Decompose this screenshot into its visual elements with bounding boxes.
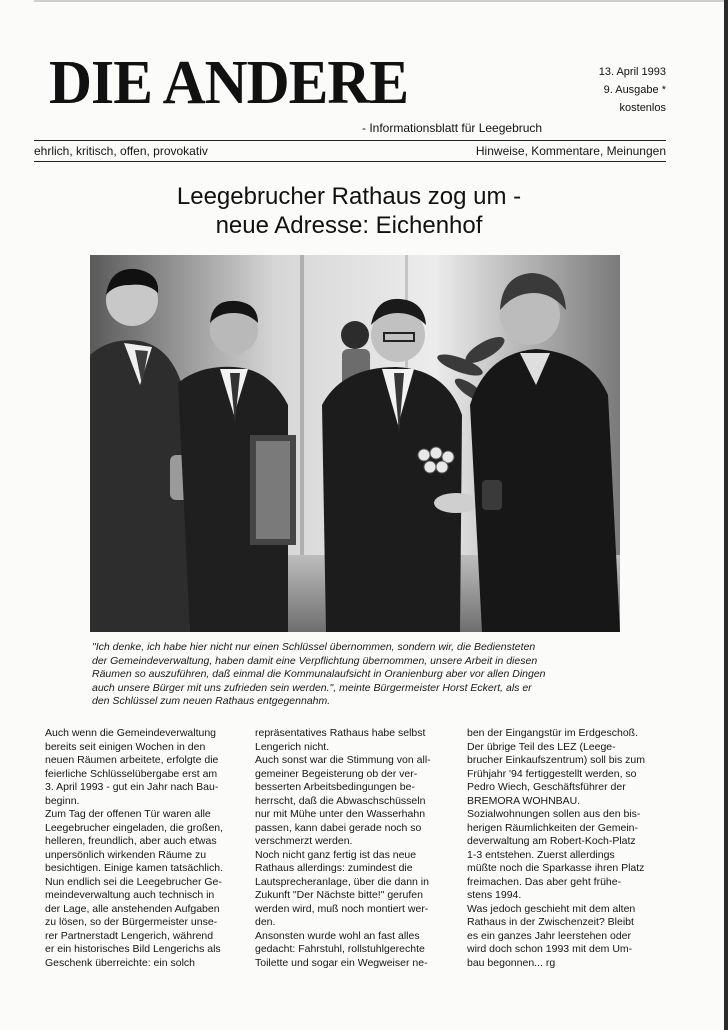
article-column-1 <box>45 727 245 970</box>
page-right-edge <box>724 0 728 1030</box>
text-line: stens 1994. <box>467 889 522 901</box>
text-line: Noch nicht ganz fertig ist das neue <box>255 848 417 861</box>
text-line: Lautsprecheranlage, über die dann in <box>255 875 429 888</box>
text-line: helleren, freundlich, aber auch etwas <box>45 835 217 847</box>
text-line: brucher Einkaufszentrum) soll bis zum <box>467 754 645 766</box>
text-line: wird doch schon 1993 mit dem Um- <box>467 943 633 955</box>
text-line: unpersönlich wirkenden Räume zu <box>45 848 207 861</box>
text-line: gemeiner Begeisterung ob der ver- <box>255 767 418 780</box>
text-line: passen, kann dabei gerade noch so <box>255 821 422 834</box>
issue-number: 9. Ausgabe * <box>603 84 666 96</box>
text-line: herrscht, daß die Abwaschschüsseln <box>255 794 426 807</box>
headline-line-1: Leegebrucher Rathaus zog um - <box>176 183 522 210</box>
text-line: Der übrige Teil des LEZ (Leege- <box>467 740 616 753</box>
issue-date: 13. April 1993 <box>598 66 666 78</box>
text-line: Pedro Wiech, Geschäftsführer der <box>467 781 626 793</box>
text-line: verschmerzt werden. <box>255 835 353 847</box>
headline <box>74 182 624 240</box>
text-line: bau begonnen... rg <box>467 956 556 969</box>
text-line: Auch wenn die Gemeindeverwaltung <box>45 727 217 739</box>
tagline-left: ehrlich, kritisch, offen, provokativ <box>34 144 208 158</box>
text-line: der Lage, alle anstehenden Aufgaben <box>45 902 220 915</box>
text-line: Rathaus in der Zwischenzeit? Bleibt <box>467 916 634 928</box>
caption-line: auch unsere Bürger mit uns zufrieden sein werden.", meinte Bürgermeister Horst Eckert, als er <box>92 681 532 694</box>
masthead-title: DIE ANDERE <box>49 49 409 117</box>
caption-line: "Ich denke, ich habe hier nicht nur einen Schlüssel übernommen, sondern wir, die Bediensteten <box>92 641 536 653</box>
text-line: bereits seit einigen Wochen in den <box>45 740 206 753</box>
text-line: herigen Räumlichkeiten der Gemein- <box>467 821 638 834</box>
text-line: 1-3 entstehen. Zuerst allerdings <box>467 848 615 861</box>
text-line: BREMORA WOHNBAU. <box>467 794 581 807</box>
text-line: gedacht: Fahrstuhl, rollstuhlgerechte <box>255 943 425 955</box>
text-line: den. <box>255 916 276 928</box>
text-line: beginn. <box>45 794 80 807</box>
text-line: feierliche Schlüsselübergabe erst am <box>45 767 218 780</box>
text-line: Zukunft "Der Nächste bitte!" gerufen <box>255 889 423 901</box>
text-line: Toilette und sogar ein Wegweiser ne- <box>255 956 428 969</box>
text-line: Auch sonst war die Stimmung von all- <box>255 754 431 766</box>
text-line: Geschenk überreichte: ein solch <box>45 956 195 969</box>
photo-caption <box>92 641 626 709</box>
text-line: müßte noch die Sparkasse ihren Platz <box>467 862 645 874</box>
page-top-edge <box>34 0 728 2</box>
key-handover-photo <box>90 255 620 632</box>
text-line: 3. April 1993 - gut ein Jahr nach Bau- <box>45 781 219 793</box>
text-line: freimachen. Das aber geht frühe- <box>467 875 622 888</box>
text-line: Was jedoch geschieht mit dem alten <box>467 902 636 915</box>
caption-line: der Gemeindeverwaltung, haben damit eine Verpflichtung übernommen, unsere Arbeit in diesen <box>92 654 538 667</box>
issue-price: kostenlos <box>619 102 666 114</box>
text-line: neuen Räumen arbeitete, erfolgte die <box>45 754 219 766</box>
text-line: nur mit Mühe unter den Wasserhahn <box>255 808 426 820</box>
text-line: werden wird, muß noch montiert wer- <box>255 902 429 915</box>
text-line: Rathaus allerdings: zumindest die <box>255 862 413 874</box>
text-line: Sozialwohnungen sollen aus den bis- <box>467 808 641 820</box>
text-line: repräsentatives Rathaus habe selbst <box>255 727 426 739</box>
text-line: meindeverwaltung auch technisch in <box>45 889 215 901</box>
caption-line: Räumen so auszuführen, daß einmal die Kommunalaufsicht in Oranienburg aber vor allen Dingen <box>92 668 546 680</box>
masthead-rule-bottom <box>34 161 666 162</box>
text-line: Ansonsten wurde wohl an fast alles <box>255 929 420 942</box>
text-line: rer Partnerstadt Lengerich, während <box>45 929 214 942</box>
article-column-2 <box>255 727 451 970</box>
masthead-subtitle: - Informationsblatt für Leegebruch <box>362 121 543 135</box>
text-line: Leegebrucher eingeladen, die großen, <box>45 821 224 834</box>
masthead-rule-top <box>34 140 666 141</box>
issue-info <box>556 63 666 117</box>
text-line: besichtigen. Einige kamen tatsächlich. <box>45 862 224 874</box>
tagline-right: Hinweise, Kommentare, Meinungen <box>475 144 666 158</box>
text-line: Nun endlich sei die Leegebrucher Ge- <box>45 875 222 888</box>
text-line: Zum Tag der offenen Tür waren alle <box>45 808 211 820</box>
text-line: besserten Arbeitsbedingungen be- <box>255 781 415 793</box>
text-line: ben der Eingangstür im Erdgeschoß. <box>467 727 639 739</box>
text-line: Lengerich nicht. <box>255 740 330 753</box>
article-column-3 <box>467 727 667 970</box>
headline-line-2: neue Adresse: Eichenhof <box>215 212 483 239</box>
text-line: Frühjahr '94 fertiggestellt werden, so <box>467 767 637 780</box>
text-line: er ein historisches Bild Lengerichs als <box>45 943 221 955</box>
text-line: es ein ganzes Jahr leerstehen oder <box>467 929 632 942</box>
text-line: zu lösen, so der Bürgermeister unse- <box>45 916 218 928</box>
caption-line: den Schlüssel zum neuen Rathaus entgegennahm. <box>92 695 331 707</box>
text-line: deverwaltung am Robert-Koch-Platz <box>467 835 636 847</box>
